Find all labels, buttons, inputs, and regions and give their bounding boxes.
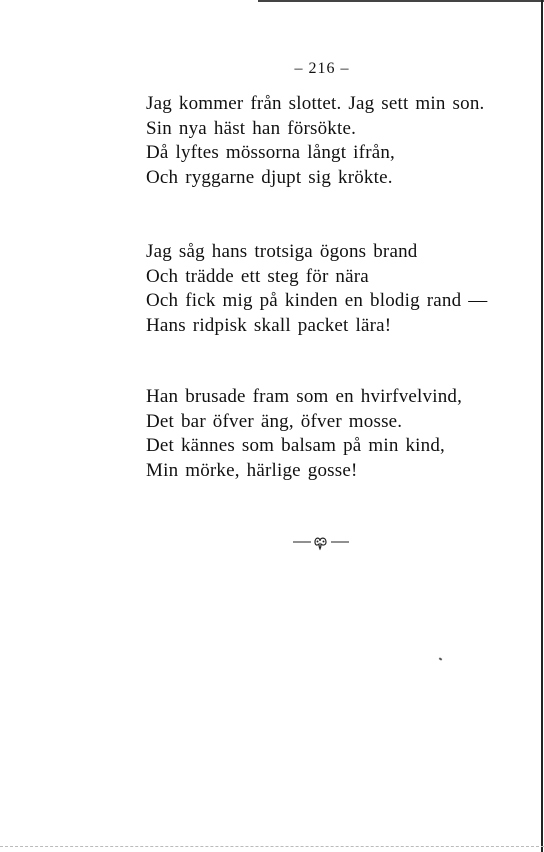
stanza-1	[146, 92, 485, 190]
poem-line: Och ryggarne djupt sig krökte.	[146, 166, 393, 188]
ink-speck	[439, 657, 443, 660]
poem-line: Han brusade fram som en hvirfvelvind,	[146, 386, 463, 407]
poem-line: Det kännes som balsam på min kind,	[146, 435, 446, 456]
poem-line: Då lyftes mössorna långt ifrån,	[146, 142, 396, 163]
poem-line: Sin nya häst han försökte.	[146, 117, 357, 139]
top-edge-rule	[258, 0, 544, 2]
poem-line: Och trädde ett steg för nära	[146, 265, 369, 287]
page-number: – 216 –	[294, 60, 350, 77]
stanza-2	[146, 240, 487, 338]
poem-line: Min mörke, härlige gosse!	[146, 459, 358, 481]
poem-line: Hans ridpisk skall packet lära!	[146, 314, 392, 336]
stanza-3	[146, 385, 462, 483]
poem-line: Och fick mig på kinden en blodig rand —	[146, 290, 488, 311]
right-edge-rule	[541, 0, 543, 852]
poem-line: Det bar öfver äng, öfver mosse.	[146, 410, 403, 432]
poem-line: Jag kommer från slottet. Jag sett min son.	[146, 93, 485, 114]
fleuron-ornament-icon	[293, 532, 349, 552]
bottom-edge-rule	[0, 846, 544, 847]
poem-line: Jag såg hans trotsiga ögons brand	[146, 241, 418, 262]
